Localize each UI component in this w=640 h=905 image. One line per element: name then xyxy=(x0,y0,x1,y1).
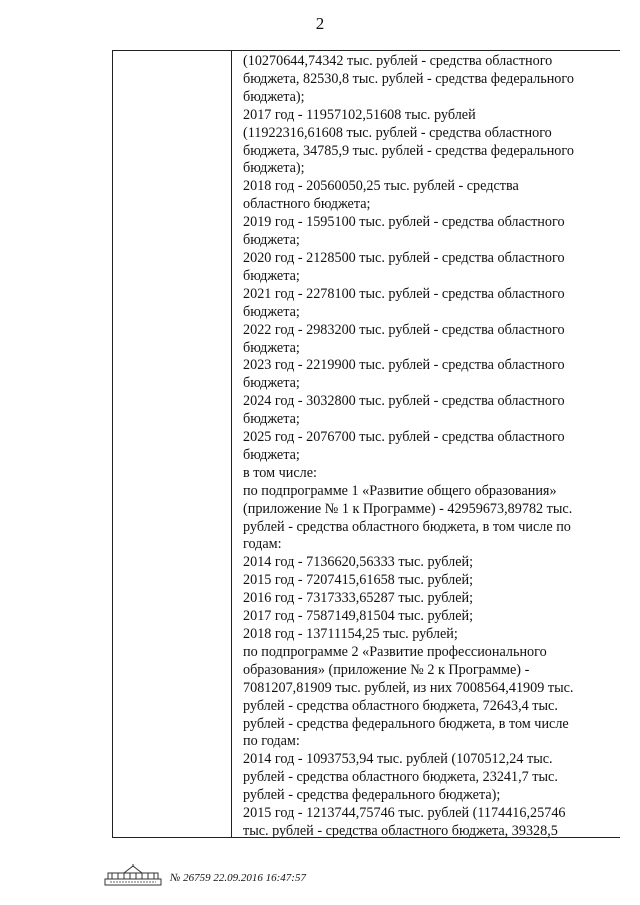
text-line: рублей - средства областного бюджета, 23241,7 тыс. xyxy=(243,769,558,786)
text-line: 2021 год - 2278100 тыс. рублей - средства областного xyxy=(243,285,565,302)
text-line: годам: xyxy=(243,536,282,553)
text-line: 2014 год - 1093753,94 тыс. рублей (1070512,24 тыс. xyxy=(243,751,553,768)
text-line: (10270644,74342 тыс. рублей - средства областного xyxy=(243,53,553,69)
text-line: 2022 год - 2983200 тыс. рублей - средства областного xyxy=(243,321,565,338)
text-line: 2014 год - 7136620,56333 тыс. рублей; xyxy=(243,554,474,571)
text-line: по подпрограмме 2 «Развитие профессионального xyxy=(243,643,547,660)
text-line: 2017 год - 7587149,81504 тыс. рублей; xyxy=(243,608,474,625)
text-line: образования» (приложение № 2 к Программе) - xyxy=(243,661,530,678)
document-footer xyxy=(104,862,306,886)
text-line: рублей - средства федерального бюджета); xyxy=(243,787,501,804)
text-line: 2015 год - 7207415,61658 тыс. рублей; xyxy=(243,572,474,589)
text-line: бюджета; xyxy=(243,232,300,249)
text-line: 2020 год - 2128500 тыс. рублей - средства областного xyxy=(243,249,565,266)
text-line: бюджета; xyxy=(243,339,300,356)
text-line: 2024 год - 3032800 тыс. рублей - средства областного xyxy=(243,393,565,410)
text-line: бюджета; xyxy=(243,446,300,463)
text-line: 2015 год - 1213744,75746 тыс. рублей (1174416,25746 xyxy=(243,805,566,822)
building-seal-icon xyxy=(104,864,162,886)
text-line: (приложение № 1 к Программе) - 42959673,89782 тыс. xyxy=(243,500,573,517)
registration-stamp: № 26759 22.09.2016 16:47:57 xyxy=(170,872,306,884)
document-table-frame xyxy=(112,50,620,838)
text-line: бюджета); xyxy=(243,88,305,105)
text-line: 2023 год - 2219900 тыс. рублей - средства областного xyxy=(243,357,565,374)
text-line: рублей - средства областного бюджета, в том числе по xyxy=(243,518,571,535)
text-line: бюджета, 82530,8 тыс. рублей - средства федерального xyxy=(243,70,574,87)
text-line: рублей - средства федерального бюджета, в том числе xyxy=(243,715,569,732)
text-line: рублей - средства областного бюджета, 72643,4 тыс. xyxy=(243,697,558,714)
text-line: по годам: xyxy=(243,733,300,750)
text-line: (11922316,61608 тыс. рублей - средства областного xyxy=(243,124,552,141)
text-line: бюджета; xyxy=(243,303,300,320)
column-divider xyxy=(231,51,232,837)
text-line: бюджета; xyxy=(243,267,300,284)
text-line: 2018 год - 20560050,25 тыс. рублей - средства xyxy=(243,178,519,195)
text-line: 7081207,81909 тыс. рублей, из них 7008564,41909 тыс. xyxy=(243,679,574,696)
text-line: тыс. рублей - средства областного бюджета, 39328,5 xyxy=(243,822,558,839)
text-line: 2025 год - 2076700 тыс. рублей - средства областного xyxy=(243,429,565,446)
text-line: 2019 год - 1595100 тыс. рублей - средства областного xyxy=(243,214,565,231)
funding-text-cell xyxy=(243,53,615,841)
text-line: 2018 год - 13711154,25 тыс. рублей; xyxy=(243,626,458,642)
text-line: бюджета; xyxy=(243,411,300,428)
text-line: по подпрограмме 1 «Развитие общего образования» xyxy=(243,482,557,499)
text-line: бюджета); xyxy=(243,160,305,177)
text-line: бюджета; xyxy=(243,375,300,392)
text-line: областного бюджета; xyxy=(243,196,371,213)
text-line: в том числе: xyxy=(243,464,317,481)
text-line: бюджета, 34785,9 тыс. рублей - средства федерального xyxy=(243,142,574,159)
page-number: 2 xyxy=(315,14,325,33)
text-line: 2017 год - 11957102,51608 тыс. рублей xyxy=(243,106,476,123)
text-line: 2016 год - 7317333,65287 тыс. рублей; xyxy=(243,590,474,607)
